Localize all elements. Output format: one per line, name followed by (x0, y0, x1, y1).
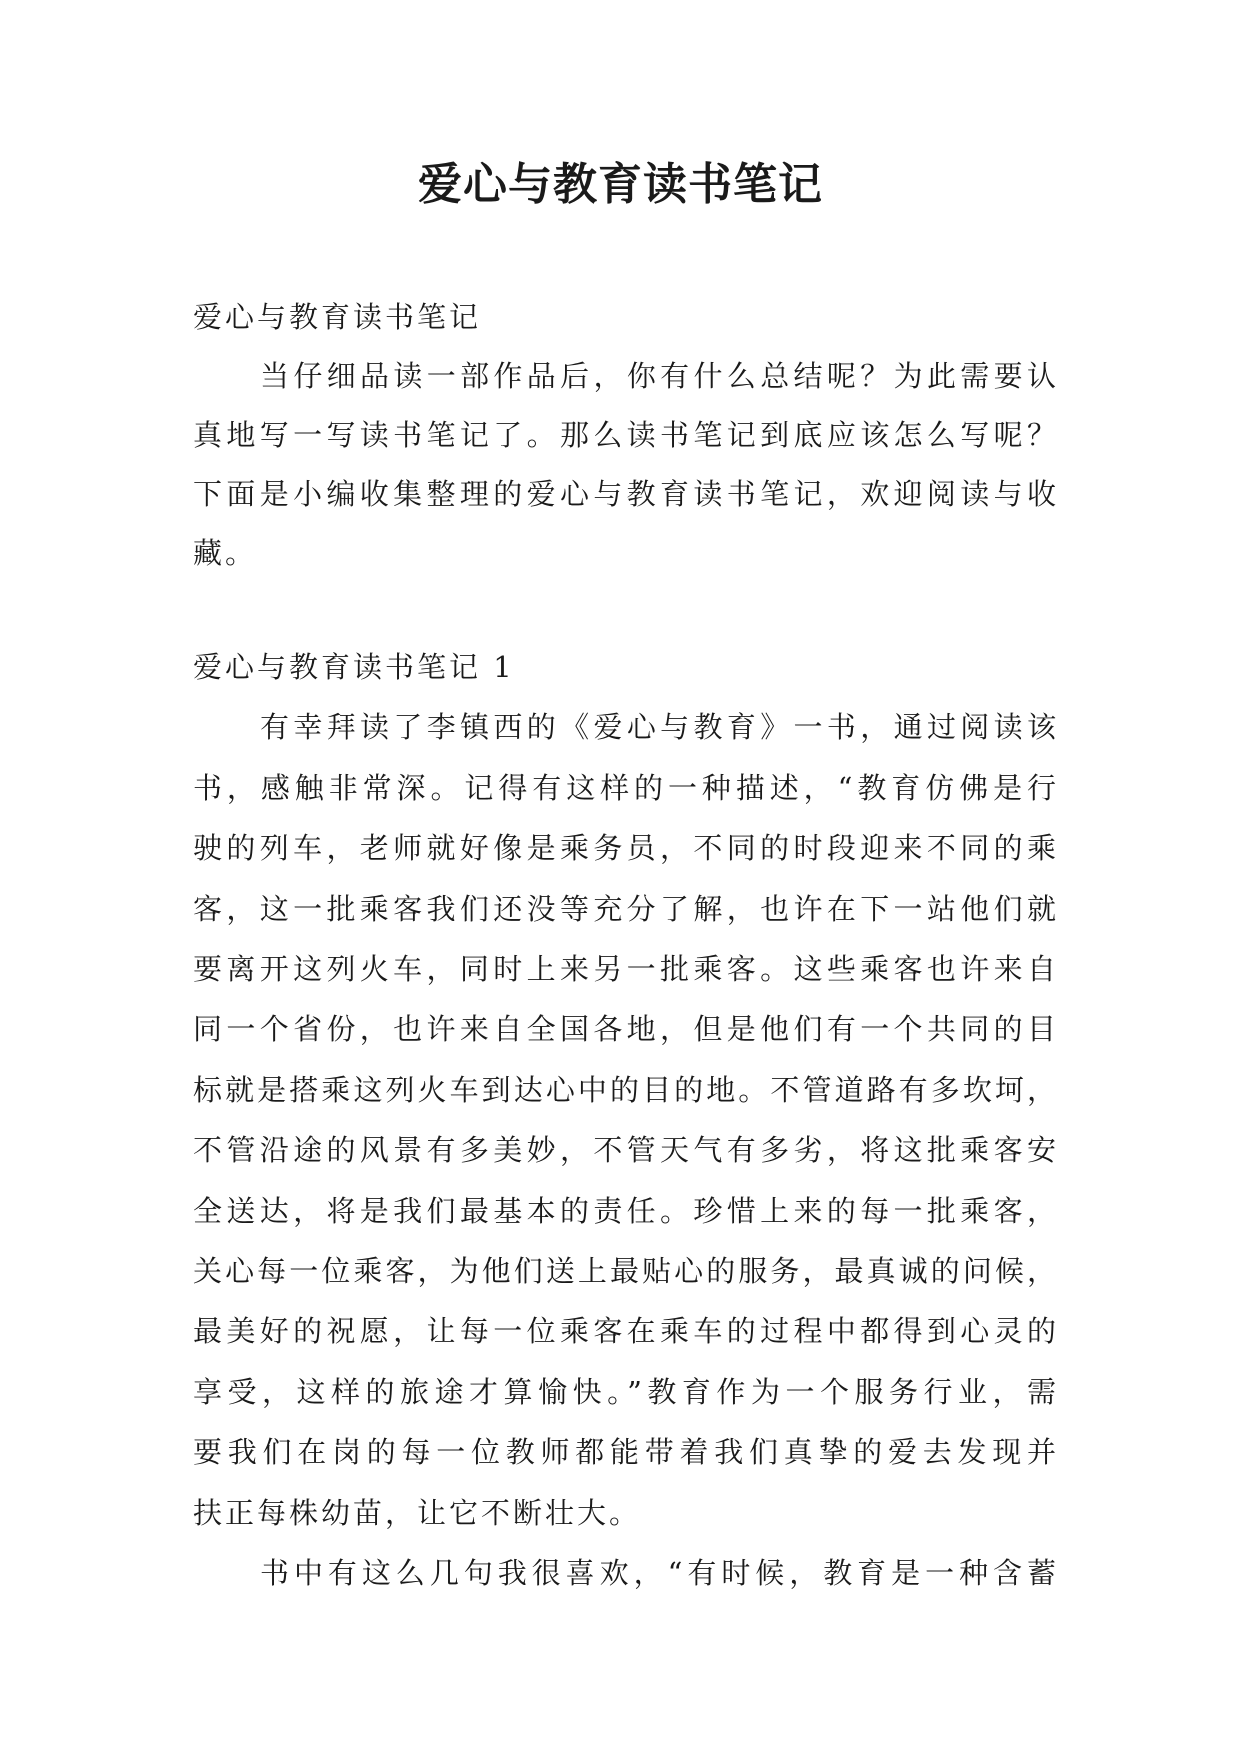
paragraph-line: 全送达，将是我们最基本的责任。珍惜上来的每一批乘客， (193, 1193, 1059, 1228)
paragraph-line: 书，感触非常深。记得有这样的一种描述，“教育仿佛是行 (193, 770, 1059, 805)
document-title: 爱心与教育读书笔记 (418, 159, 823, 210)
paragraph-line: 享受，这样的旅途才算愉快。”教育作为一个服务行业，需 (193, 1374, 1059, 1409)
intro-heading: 爱心与教育读书笔记 (193, 300, 482, 334)
paragraph-line: 真地写一写读书笔记了。那么读书笔记到底应该怎么写呢？ (193, 418, 1059, 452)
section-heading: 爱心与教育读书笔记 1 (193, 650, 515, 684)
paragraph-line: 当仔细品读一部作品后，你有什么总结呢？为此需要认 (260, 359, 1059, 393)
paragraph-line: 同一个省份，也许来自全国各地，但是他们有一个共同的目 (193, 1012, 1059, 1047)
paragraph-line: 藏。 (193, 536, 258, 570)
paragraph-line: 要离开这列火车，同时上来另一批乘客。这些乘客也许来自 (193, 952, 1059, 987)
paragraph-line: 标就是搭乘这列火车到达心中的目的地。不管道路有多坎坷， (193, 1072, 1059, 1107)
paragraph-line: 驶的列车，老师就好像是乘务员，不同的时段迎来不同的乘 (193, 831, 1059, 866)
paragraph-line: 扶正每株幼苗，让它不断壮大。 (193, 1495, 642, 1530)
paragraph-line: 书中有这么几句我很喜欢，“有时候，教育是一种含蓄 (260, 1556, 1059, 1591)
paragraph-line: 有幸拜读了李镇西的《爱心与教育》一书，通过阅读该 (260, 710, 1059, 745)
intro-block (193, 288, 1059, 583)
paragraph-line: 下面是小编收集整理的爱心与教育读书笔记，欢迎阅读与收 (193, 477, 1059, 511)
paragraph-line: 最美好的祝愿，让每一位乘客在乘车的过程中都得到心灵的 (193, 1314, 1059, 1349)
paragraph-line: 关心每一位乘客，为他们送上最贴心的服务，最真诚的问候， (193, 1254, 1059, 1289)
paragraph-line: 要我们在岗的每一位教师都能带着我们真挚的爱去发现并 (193, 1435, 1059, 1470)
section-1-block (193, 637, 1059, 1604)
paragraph-line: 不管沿途的风景有多美妙，不管天气有多劣，将这批乘客安 (193, 1133, 1059, 1168)
paragraph-line: 客，这一批乘客我们还没等充分了解，也许在下一站他们就 (193, 891, 1059, 926)
